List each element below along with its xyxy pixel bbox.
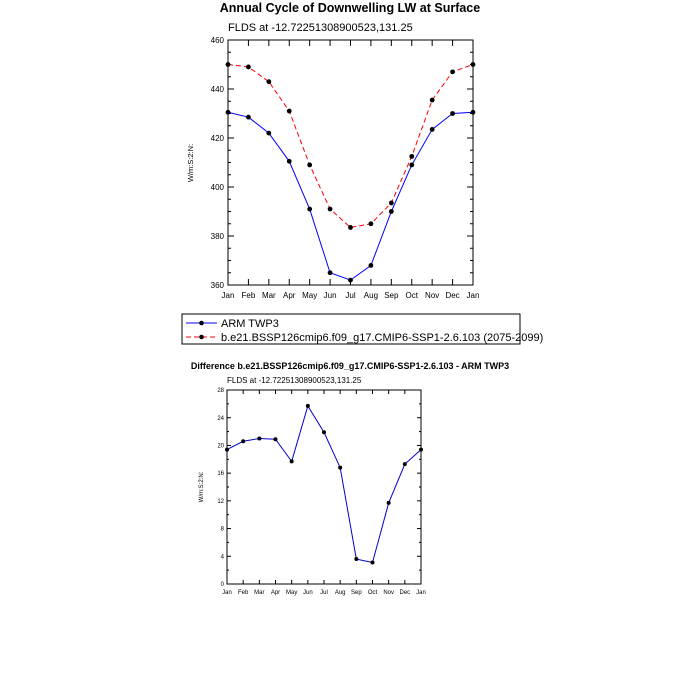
x-tick-label: Dec xyxy=(399,590,411,596)
y-tick-label: 12 xyxy=(217,498,224,505)
series-1-point xyxy=(403,462,407,466)
y-tick-label: 24 xyxy=(217,415,224,422)
x-tick-label: Feb xyxy=(237,590,249,596)
series-2-point xyxy=(348,225,353,230)
series-1-point xyxy=(348,278,353,283)
series-2-point xyxy=(450,69,455,74)
chart2-ylabel: W/m:S:2:N: xyxy=(199,471,205,503)
series-2-point xyxy=(287,109,292,114)
series-2-point xyxy=(409,154,414,159)
series-line-2 xyxy=(228,65,473,228)
y-tick-label: 420 xyxy=(210,133,224,143)
y-tick-label: 460 xyxy=(210,35,224,45)
x-tick-label: Oct xyxy=(367,590,378,596)
x-tick-label: May xyxy=(285,590,298,596)
x-tick-label: Jul xyxy=(320,590,328,596)
x-tick-label: Jan xyxy=(466,291,480,300)
series-1-point xyxy=(274,437,278,441)
x-tick-label: Jul xyxy=(345,291,356,300)
chart2-subtitle: FLDS at -12.72251308900523,131.25 xyxy=(227,376,362,385)
series-2-point xyxy=(246,65,251,70)
legend-marker-model xyxy=(199,335,204,340)
chart1-ylabel: W/m:S:2:N: xyxy=(186,143,195,183)
legend-label-model: b.e21.BSSP126cmip6.f09_g17.CMIP6-SSP1-2.6.103 (2075-2099) xyxy=(221,332,544,344)
x-tick-label: Apr xyxy=(270,590,281,596)
legend-marker-arm xyxy=(199,321,204,326)
x-tick-label: Jan xyxy=(221,291,235,300)
series-1-point xyxy=(307,207,312,212)
x-tick-label: Sep xyxy=(384,291,399,300)
y-tick-label: 16 xyxy=(217,471,224,478)
chart1-legend xyxy=(182,314,543,344)
chart2-plot-frame xyxy=(227,390,421,584)
y-tick-label: 400 xyxy=(210,182,224,192)
chart1-title: Annual Cycle of Downwelling LW at Surface xyxy=(219,1,481,15)
y-tick-label: 4 xyxy=(220,554,224,561)
series-2-point xyxy=(307,163,312,168)
x-tick-label: Jun xyxy=(323,291,337,300)
x-tick-label: Jan xyxy=(222,590,232,596)
series-line-1 xyxy=(228,112,473,280)
x-tick-label: May xyxy=(302,291,318,300)
chart2-title: Difference b.e21.BSSP126cmip6.f09_g17.CMIP6-SSP1-2.6.103 - ARM TWP3 xyxy=(190,361,510,371)
x-tick-label: Jan xyxy=(416,590,426,596)
series-2-point xyxy=(226,62,231,67)
x-tick-label: Nov xyxy=(425,291,440,300)
x-tick-label: Aug xyxy=(363,291,379,300)
series-1-point xyxy=(290,459,294,463)
series-1-point xyxy=(354,557,358,561)
y-tick-label: 20 xyxy=(217,443,224,450)
series-line-1 xyxy=(227,406,421,563)
series-1-point xyxy=(328,270,333,275)
difference-chart xyxy=(191,361,509,596)
x-tick-label: Sep xyxy=(350,590,362,596)
x-tick-label: Mar xyxy=(254,590,265,596)
y-tick-label: 0 xyxy=(220,582,224,589)
series-1-point xyxy=(387,501,391,505)
series-1-point xyxy=(338,466,342,470)
legend-label-arm: ARM TWP3 xyxy=(221,318,279,330)
y-tick-label: 380 xyxy=(210,231,224,241)
series-2-point xyxy=(389,201,394,206)
series-2-point xyxy=(328,207,333,212)
x-tick-label: Nov xyxy=(383,590,395,596)
x-tick-label: Mar xyxy=(261,291,276,300)
y-tick-label: 8 xyxy=(220,526,224,533)
chart1-subtitle: FLDS at -12.72251308900523,131.25 xyxy=(228,22,413,34)
x-tick-label: Oct xyxy=(405,291,418,300)
x-tick-label: Dec xyxy=(445,291,460,300)
series-1-point xyxy=(430,127,435,132)
series-1-point xyxy=(225,448,229,452)
series-1-point xyxy=(226,110,231,115)
series-2-point xyxy=(471,62,476,67)
series-1-point xyxy=(371,561,375,565)
series-1-point xyxy=(287,159,292,164)
y-tick-label: 440 xyxy=(210,84,224,94)
series-1-point xyxy=(266,131,271,136)
series-1-point xyxy=(322,430,326,434)
series-1-point xyxy=(450,111,455,116)
annual-cycle-chart xyxy=(182,1,543,344)
series-1-point xyxy=(471,110,476,115)
series-2-point xyxy=(369,221,374,226)
series-1-point xyxy=(369,263,374,268)
x-tick-label: Feb xyxy=(241,291,256,300)
series-2-point xyxy=(430,98,435,103)
chart1-plot-frame xyxy=(228,40,473,285)
x-tick-label: Jun xyxy=(302,590,313,596)
series-1-point xyxy=(409,163,414,168)
x-tick-label: Aug xyxy=(334,590,346,596)
series-1-point xyxy=(241,439,245,443)
series-1-point xyxy=(306,404,310,408)
y-tick-label: 360 xyxy=(210,280,224,290)
x-tick-label: Apr xyxy=(283,291,296,300)
y-tick-label: 28 xyxy=(217,388,224,395)
series-1-point xyxy=(419,448,423,452)
series-1-point xyxy=(246,115,251,120)
series-1-point xyxy=(257,437,261,441)
series-1-point xyxy=(389,209,394,214)
series-2-point xyxy=(266,79,271,84)
